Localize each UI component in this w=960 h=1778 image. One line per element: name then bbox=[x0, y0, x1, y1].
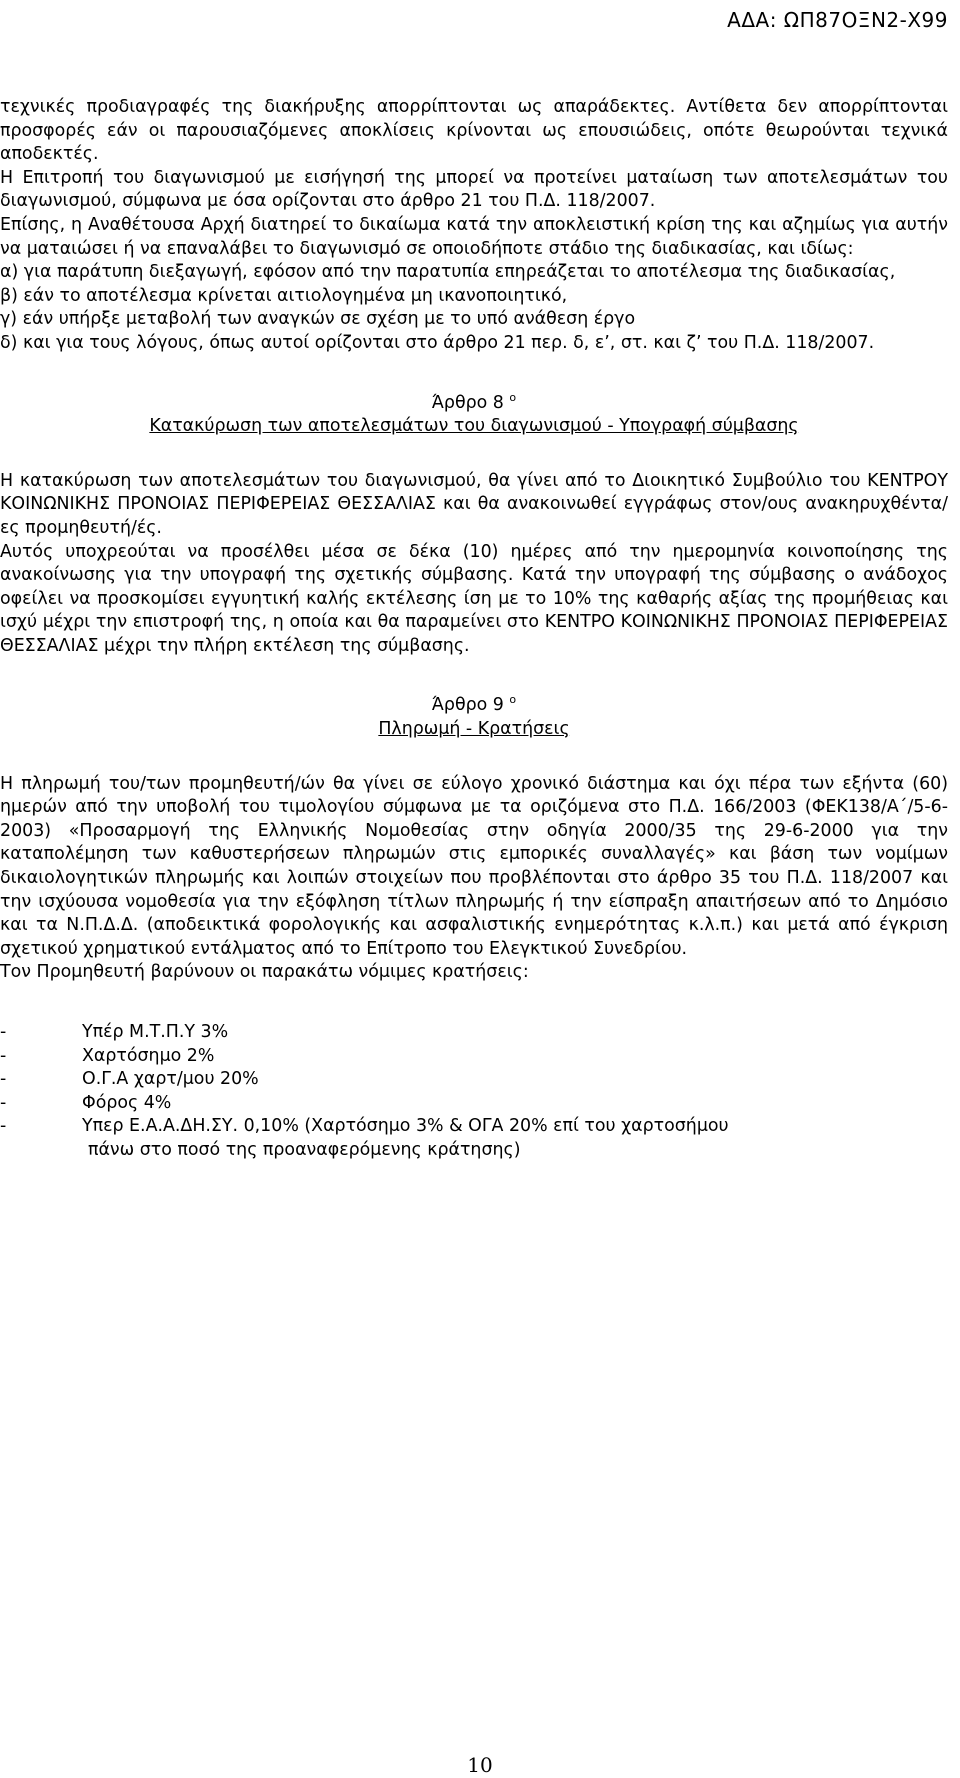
article-8-title: Κατακύρωση των αποτελεσμάτων του διαγωνισμού - Υπογραφή σύμβασης bbox=[149, 416, 799, 437]
list-item-continuation: πάνω στο ποσό της προαναφερόμενης κράτησης) bbox=[88, 1139, 521, 1160]
list-item: - Υπέρ Μ.Τ.Π.Υ 3% bbox=[0, 1022, 229, 1042]
list-item: - Χαρτόσημο 2% bbox=[0, 1045, 215, 1066]
article-8-heading: Άρθρο 8 $^o$ bbox=[431, 390, 517, 413]
article-9-paragraph-2: Τον Προμηθευτή βαρύνουν οι παρακάτω νόμιμες κρατήσεις: bbox=[0, 962, 529, 983]
article-8-paragraph-2: Αυτός υποχρεούται να προσέλθει μέσα σε δέκα (10) ημέρες από την ημερομηνία κοινοποίησης της ανακοίνωσης για την υπογραφή της σχετικής σύμβασης. Κατά την υπογραφή της σύμβασης ο ανάδοχος οφείλει να προσκομίσει εγγυητική καλής εκτέλεσης ίση με το 10% της καθαρής αξίας της προμήθειας και ισχύ μέχρι την επιστροφή της, η οποία και θα παραμείνει στο ΚΕΝΤΡΟ ΚΟΙΝΩΝΙΚΗΣ ΠΡΟΝΟΙΑΣ ΠΕΡΙΦΕΡΕΙΑΣ ΘΕΣΣΑΛΙΑΣ μέχρι την πλήρη εκτέλεση της σύμβασης. bbox=[0, 541, 948, 656]
intro-item-a: α) για παράτυπη διεξαγωγή, εφόσον από την παρατυπία επηρεάζεται το αποτέλεσμα της διαδικασίας, bbox=[0, 262, 896, 283]
page-number: 10 bbox=[467, 1753, 493, 1777]
article-9-paragraph-1: Η πληρωμή του/των προμηθευτή/ών θα γίνει σε εύλογο χρονικό διάστημα και όχι πέρα των εξήντα (60) ημερών από την υποβολή του τιμολογίου σύμφωνα με τα οριζόμενα στο Π.Δ. 166/2003 (ΦΕΚ138/Α΄/5-6-2003) «Προσαρμογή της Ελληνικής Νομοθεσίας στην οδηγία 2000/35 της 29-6-2000 για την καταπολέμηση των καθυστερήσεων πληρωμών στις εμπορικές συναλλαγές» και βάση των νομίμων δικαιολογητικών πληρωμής και λοιπών στοιχείων που προβλέπονται στο άρθρο 35 του Π.Δ. 118/2007 και την ισχύουσα νομοθεσία για την εξόφληση τίτλων πληρωμής ή την είσπραξη απαιτήσεων από το Δημόσιο και τα Ν.Π.Δ.Δ. (αποδεικτικά φορολογικής και ασφαλιστικής ενημερότητας κ.λ.π.) και μετά από έγκριση σχετικού χρηματικού εντάλματος από το Επίτροπο του Ελεγκτικού Συνεδρίου. bbox=[0, 773, 948, 959]
intro-item-d: δ) και για τους λόγους, όπως αυτοί ορίζονται στο άρθρο 21 περ. δ, ε’, στ. και ζ’ του Π.Δ. 118/2007. bbox=[0, 332, 875, 353]
intro-item-b: β) εάν το αποτέλεσμα κρίνεται αιτιολογημένα μη ικανοποιητικό, bbox=[0, 285, 568, 306]
intro-paragraph-2: Η Επιτροπή του διαγωνισμού με εισήγησή της μπορεί να προτείνει ματαίωση των αποτελεσμάτων του διαγωνισμού, σύμφωνα με όσα ορίζονται στο άρθρο 21 του Π.Δ. 118/2007. bbox=[0, 167, 948, 212]
list-item: - Ο.Γ.Α χαρτ/μου 20% bbox=[0, 1069, 259, 1090]
document-body bbox=[0, 96, 948, 1163]
list-item: - Υπερ Ε.Α.Α.ΔΗ.ΣΥ. 0,10% (Χαρτόσημο 3% & ΟΓΑ 20% επί του χαρτοσήμου bbox=[0, 1116, 729, 1137]
deductions-list bbox=[0, 1021, 948, 1163]
article-9-title: Πληρωμή - Κρατήσεις bbox=[378, 719, 570, 740]
article-9-heading: Άρθρο 9 $^o$ bbox=[431, 693, 517, 716]
intro-item-c: γ) εάν υπήρξε μεταβολή των αναγκών σε σχέση με το υπό ανάθεση έργο bbox=[0, 309, 636, 330]
ada-code: ΑΔΑ: ΩΠ87ΟΞΝ2-Χ99 bbox=[727, 8, 948, 32]
intro-paragraph-3: Επίσης, η Αναθέτουσα Αρχή διατηρεί το δικαίωμα κατά την αποκλειστική κρίση της και αζημίως για αυτήν να ματαιώσει ή να επαναλάβει το διαγωνισμό σε οποιοδήποτε στάδιο της διαδικασίας, και ιδίως: bbox=[0, 214, 948, 259]
article-8-paragraph-1: Η κατακύρωση των αποτελεσμάτων του διαγωνισμού, θα γίνει από το Διοικητικό Συμβούλιο του ΚΕΝΤΡΟΥ ΚΟΙΝΩΝΙΚΗΣ ΠΡΟΝΟΙΑΣ ΠΕΡΙΦΕΡΕΙΑΣ ΘΕΣΣΑΛΙΑΣ και θα ανακοινωθεί εγγράφως στον/ους ανακηρυχθέντα/ες προμηθευτή/ές. bbox=[0, 470, 948, 538]
list-item: - Φόρος 4% bbox=[0, 1092, 172, 1113]
intro-paragraph-1: τεχνικές προδιαγραφές της διακήρυξης απορρίπτονται ως απαράδεκτες. Αντίθετα δεν απορρίπτονται προσφορές εάν οι παρουσιαζόμενες αποκλίσεις κρίνονται ως επουσιώδεις, οπότε θεωρούνται τεχνικά αποδεκτές. bbox=[0, 97, 948, 165]
